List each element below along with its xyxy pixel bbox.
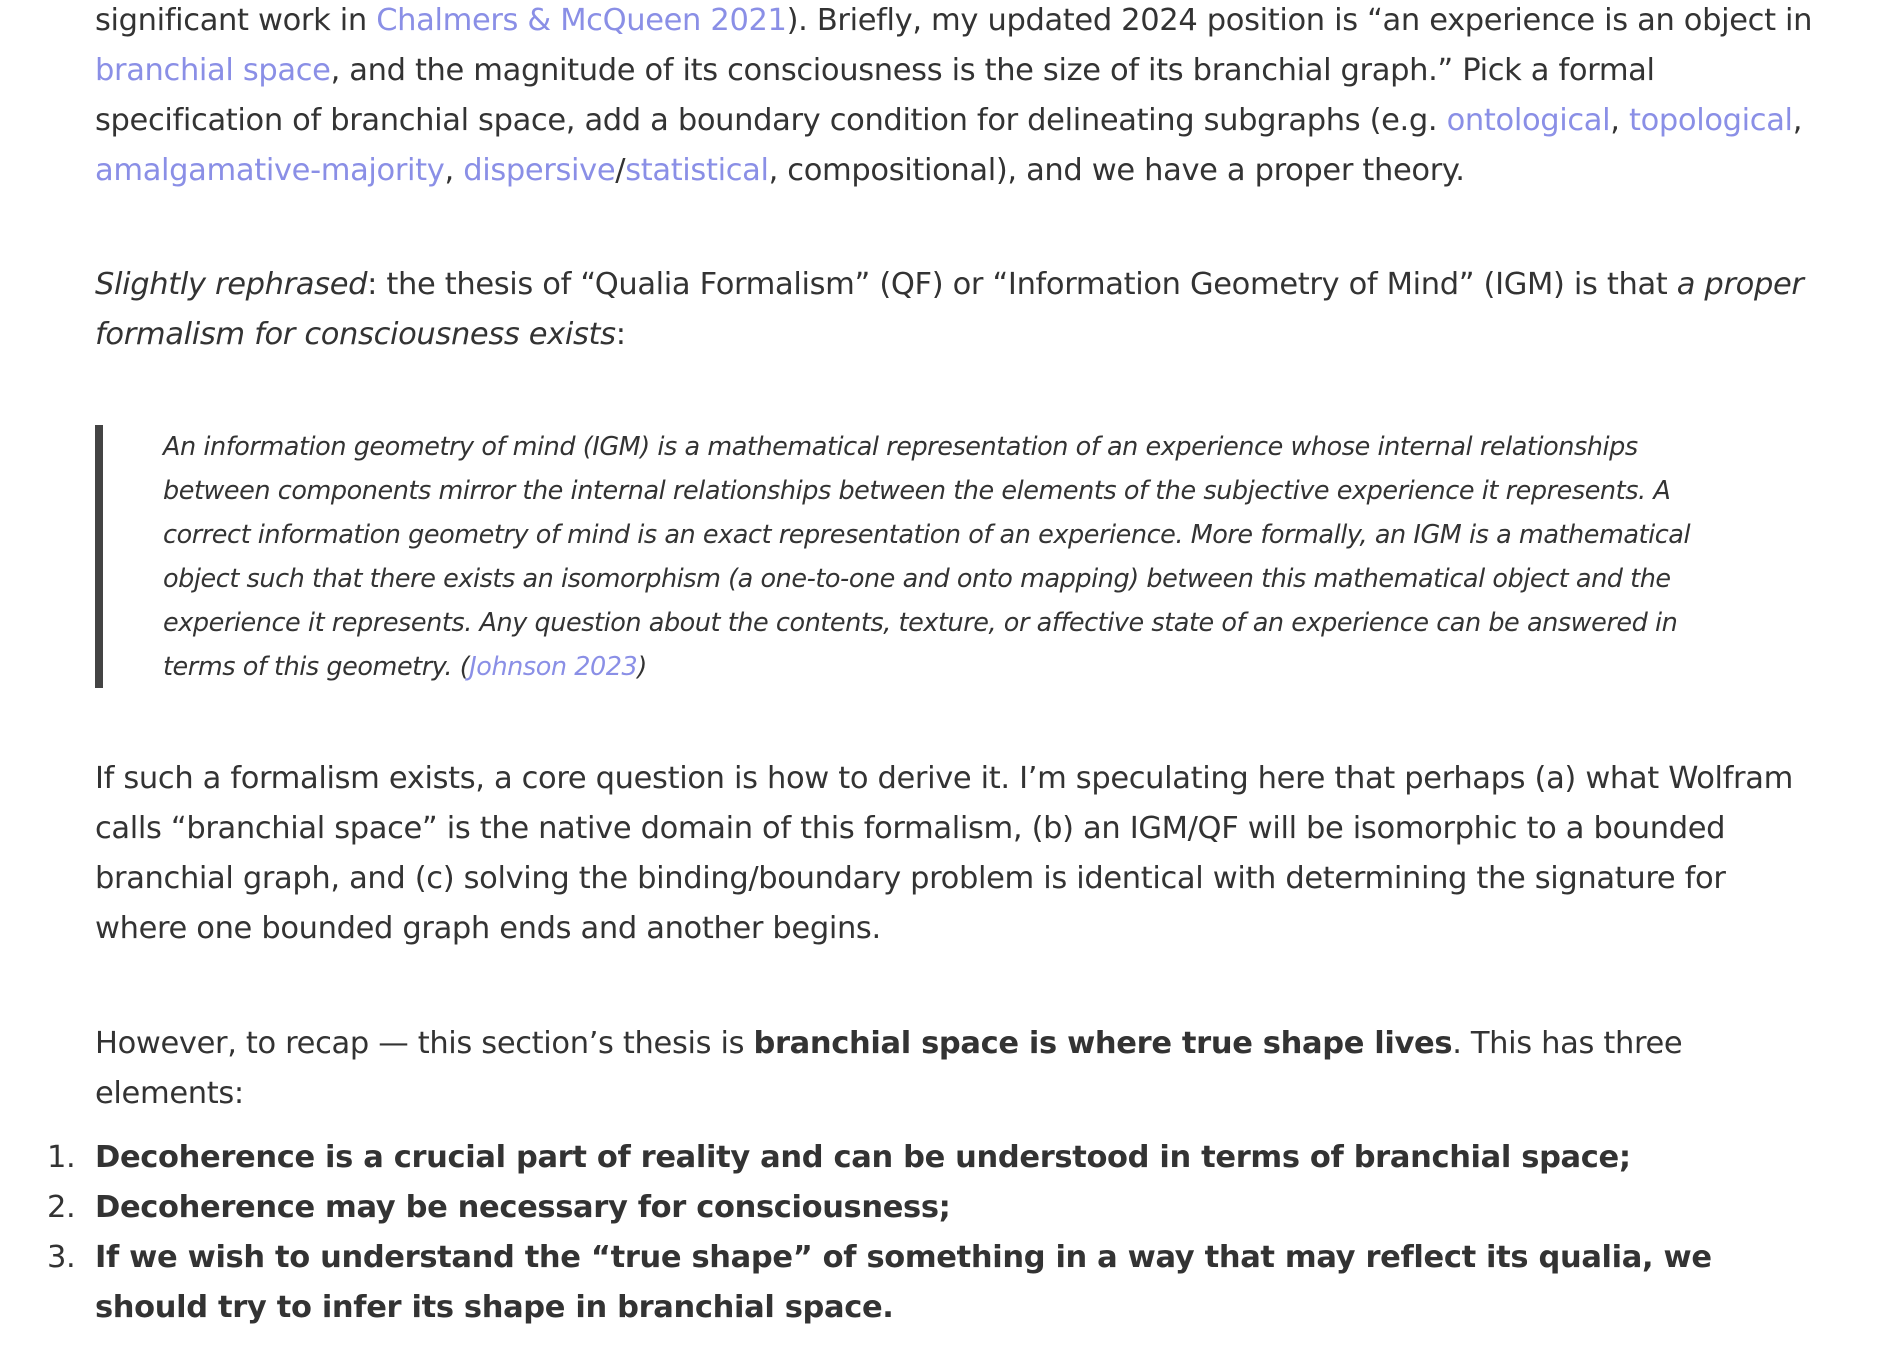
list-item-number: 3. <box>47 1240 76 1275</box>
link-statistical[interactable]: statistical <box>625 153 769 188</box>
link-topological[interactable]: topological <box>1628 103 1793 138</box>
link-chalmers-mcqueen-2021[interactable]: Chalmers & McQueen 2021 <box>376 3 787 38</box>
list-item-text: If we wish to understand the “true shape” of something in a way that may reflect its qualia, we should try to infer its shape in branchial space. <box>95 1240 1712 1325</box>
recap-thesis: branchial space is where true shape lives <box>753 1026 1453 1061</box>
citation-open-paren: ( <box>459 652 470 682</box>
link-johnson-2023[interactable]: Johnson 2023 <box>469 652 638 682</box>
recap-text-1: However, to recap — this section’s thesis is <box>95 1026 754 1061</box>
list-item <box>47 1133 1820 1183</box>
intro-separator-2: , <box>1792 103 1803 138</box>
thesis-elements-list <box>47 1133 1820 1333</box>
intro-text-2: ). Briefly, my updated 2024 position is “an experience is an object in <box>786 3 1813 38</box>
rephrase-thesis: a proper formalism for consciousness exists <box>95 267 1804 352</box>
intro-separator-3: , <box>444 153 464 188</box>
recap-paragraph <box>95 1019 1820 1119</box>
formalism-paragraph: If such a formalism exists, a core question is how to derive it. I’m speculating here that perhaps (a) what Wolfram calls “branchial space” is the native domain of this formalism, (b) an IGM/QF will be isomorphic to a bounded branchial graph, and (c) solving the binding/boundary problem is identical with determining the signature for where one bounded graph ends and another begins. <box>95 761 1793 946</box>
intro-text-4: , compositional), and we have a proper theory. <box>768 153 1465 188</box>
blockquote-paragraph <box>163 425 1740 689</box>
intro-text-1: significant work in <box>95 3 377 38</box>
link-ontological[interactable]: ontological <box>1446 103 1611 138</box>
list-item-number: 2. <box>47 1190 76 1225</box>
citation-close-paren: ) <box>637 652 647 682</box>
rephrase-paragraph <box>95 260 1820 360</box>
igm-blockquote <box>95 425 1740 688</box>
list-item-text: Decoherence is a crucial part of reality and can be understood in terms of branchial space; <box>95 1140 1631 1175</box>
link-branchial-space[interactable]: branchial space <box>95 53 331 88</box>
intro-paragraph <box>95 0 1820 196</box>
list-item-number: 1. <box>47 1140 76 1175</box>
blockquote-text: An information geometry of mind (IGM) is a mathematical representation of an experience whose internal relationships between components mirror the internal relationships between the elements of the subjective experience it represents. A correct information geometry of mind is an exact representation of an experience. More formally, an IGM is a mathematical object such that there exists an isomorphism (a one-to-one and onto mapping) between this mathematical object and the experience it represents. Any question about the contents, texture, or affective state of an experience can be answered in terms of this geometry. <box>163 432 1691 682</box>
intro-separator-1: , <box>1610 103 1629 138</box>
intro-slash: / <box>615 153 626 188</box>
recap-text-2: . This has three elements: <box>95 1026 1683 1111</box>
list-item-text: Decoherence may be necessary for consciousness; <box>95 1190 951 1225</box>
rephrase-label: Slightly rephrased <box>95 267 368 302</box>
intro-text-3: , and the magnitude of its consciousness is the size of its branchial graph.” Pick a formal specification of branchial space, add a boundary condition for delineating subgraphs (e.g. <box>95 53 1655 138</box>
list-item <box>47 1233 1820 1333</box>
rephrase-text-1: : the thesis of “Qualia Formalism” (QF) or “Information Geometry of Mind” (IGM) is that <box>367 267 1677 302</box>
rephrase-text-2: : <box>615 317 626 352</box>
list-item <box>47 1183 1820 1233</box>
link-amalgamative-majority[interactable]: amalgamative-majority <box>95 153 445 188</box>
link-dispersive[interactable]: dispersive <box>463 153 616 188</box>
